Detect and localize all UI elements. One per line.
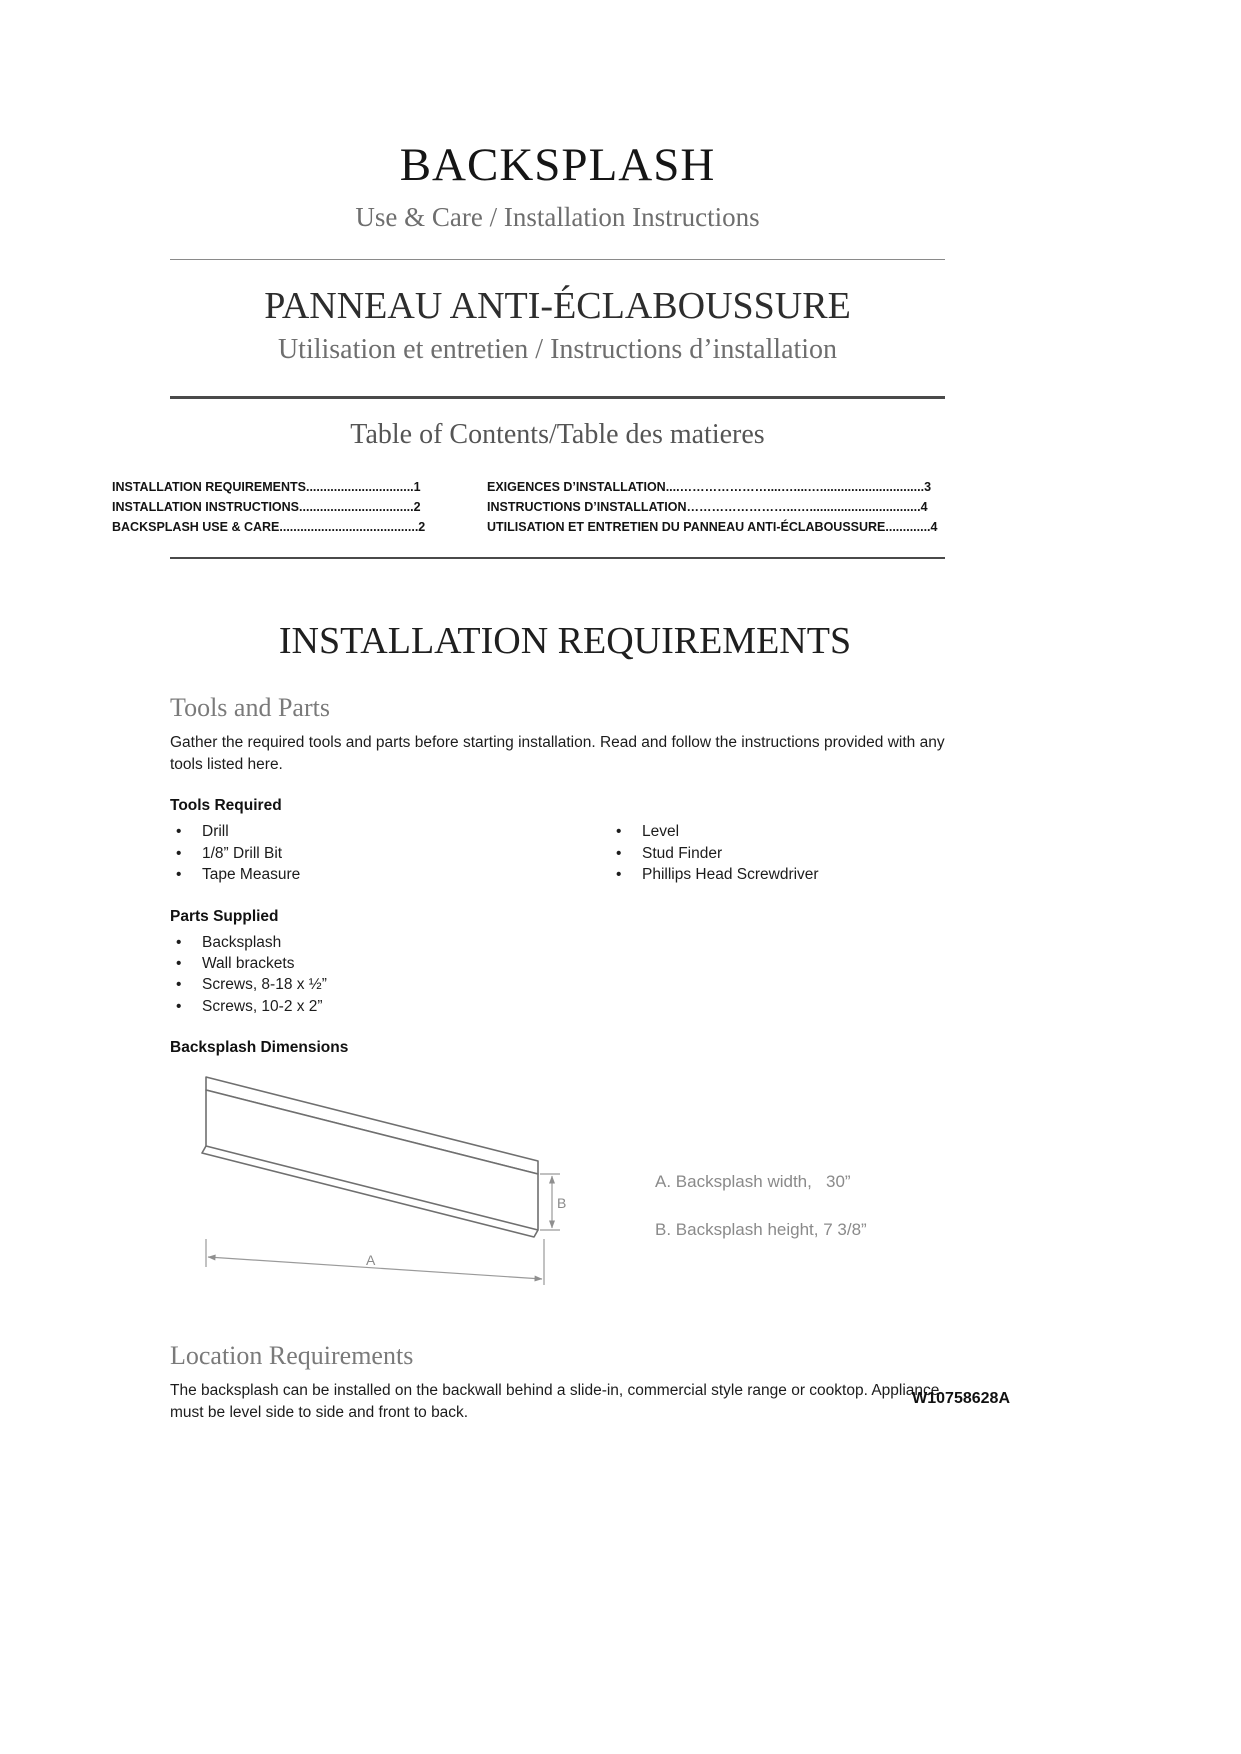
list-item: • Backsplash (170, 932, 960, 953)
tools-and-parts-heading: Tools and Parts (170, 693, 330, 722)
divider-toc-bottom (170, 557, 945, 559)
toc-entry-en: BACKSPLASH USE & CARE........................................2 (112, 520, 426, 534)
list-item: • Wall brackets (170, 953, 960, 974)
list-item: • Phillips Head Screwdriver (610, 864, 960, 885)
list-item: • Drill (170, 821, 610, 842)
list-item: • Screws, 10-2 x 2” (170, 996, 960, 1017)
document-number: W10758628A (912, 1390, 1010, 1407)
parts-supplied-label: Parts Supplied (170, 907, 279, 925)
divider-thick (170, 396, 945, 399)
subtitle-french: Utilisation et entretien / Instructions d’installation (277, 334, 838, 365)
dimension-a-letter: A (366, 1252, 376, 1268)
toc-entry-en: INSTALLATION REQUIREMENTS...............................1 (112, 480, 421, 494)
dimension-callouts (655, 1171, 867, 1241)
toc-entry-fr: UTILISATION ET ENTRETIEN DU PANNEAU ANTI-ÉCLABOUSSURE.............4 (487, 520, 938, 534)
section-title: INSTALLATION REQUIREMENTS (278, 620, 852, 662)
backsplash-panel-drawing (202, 1077, 538, 1237)
callout-height: B. Backsplash height, 7 3/8” (655, 1220, 867, 1240)
toc-title: Table of Contents/Table des matieres (350, 419, 765, 450)
toc-entry-fr: EXIGENCES D’INSTALLATION....…………………....…....…..............................3 (487, 480, 932, 494)
tools-required-list-right (610, 821, 960, 885)
divider-top (170, 259, 945, 260)
installation-requirements-section (170, 619, 960, 1423)
title-english: BACKSPLASH (399, 139, 716, 191)
tools-required-label: Tools Required (170, 797, 282, 815)
backsplash-dimensions-label: Backsplash Dimensions (170, 1039, 349, 1056)
document-header-french (170, 284, 945, 366)
parts-supplied-list (170, 932, 960, 1018)
callout-width: A. Backsplash width, 30” (655, 1172, 851, 1191)
list-item: • Stud Finder (610, 843, 960, 864)
toc-entry-fr: INSTRUCTIONS D’INSTALLATION……………………...…................................4 (487, 500, 928, 514)
subtitle-english: Use & Care / Installation Instructions (355, 202, 760, 232)
location-requirements-heading: Location Requirements (170, 1341, 414, 1370)
toc-row (112, 517, 1127, 537)
tools-required-list-left (170, 821, 610, 885)
location-requirements-body: The backsplash can be installed on the backwall behind a slide-in, commercial style range or cooktop. Appliance must be level side to side and front to back. (170, 1382, 940, 1421)
toc-row (112, 477, 1127, 497)
list-item: • Tape Measure (170, 864, 610, 885)
toc-row (112, 497, 1127, 517)
title-french: PANNEAU ANTI-ÉCLABOUSSURE (264, 285, 851, 327)
table-of-contents (112, 477, 1127, 537)
list-item: • 1/8” Drill Bit (170, 843, 610, 864)
list-item: • Screws, 8-18 x ½” (170, 974, 960, 995)
document-header (170, 138, 945, 233)
backsplash-diagram (200, 1071, 640, 1296)
tools-and-parts-intro: Gather the required tools and parts before starting installation. Read and follow the instructions provided with any tools listed here. (170, 734, 945, 773)
tools-required-columns (170, 815, 960, 885)
backsplash-dimensions-figure (170, 1071, 960, 1311)
toc-entry-en: INSTALLATION INSTRUCTIONS.................................2 (112, 500, 421, 514)
list-item: • Level (610, 821, 960, 842)
dimension-b-letter: B (557, 1195, 567, 1211)
